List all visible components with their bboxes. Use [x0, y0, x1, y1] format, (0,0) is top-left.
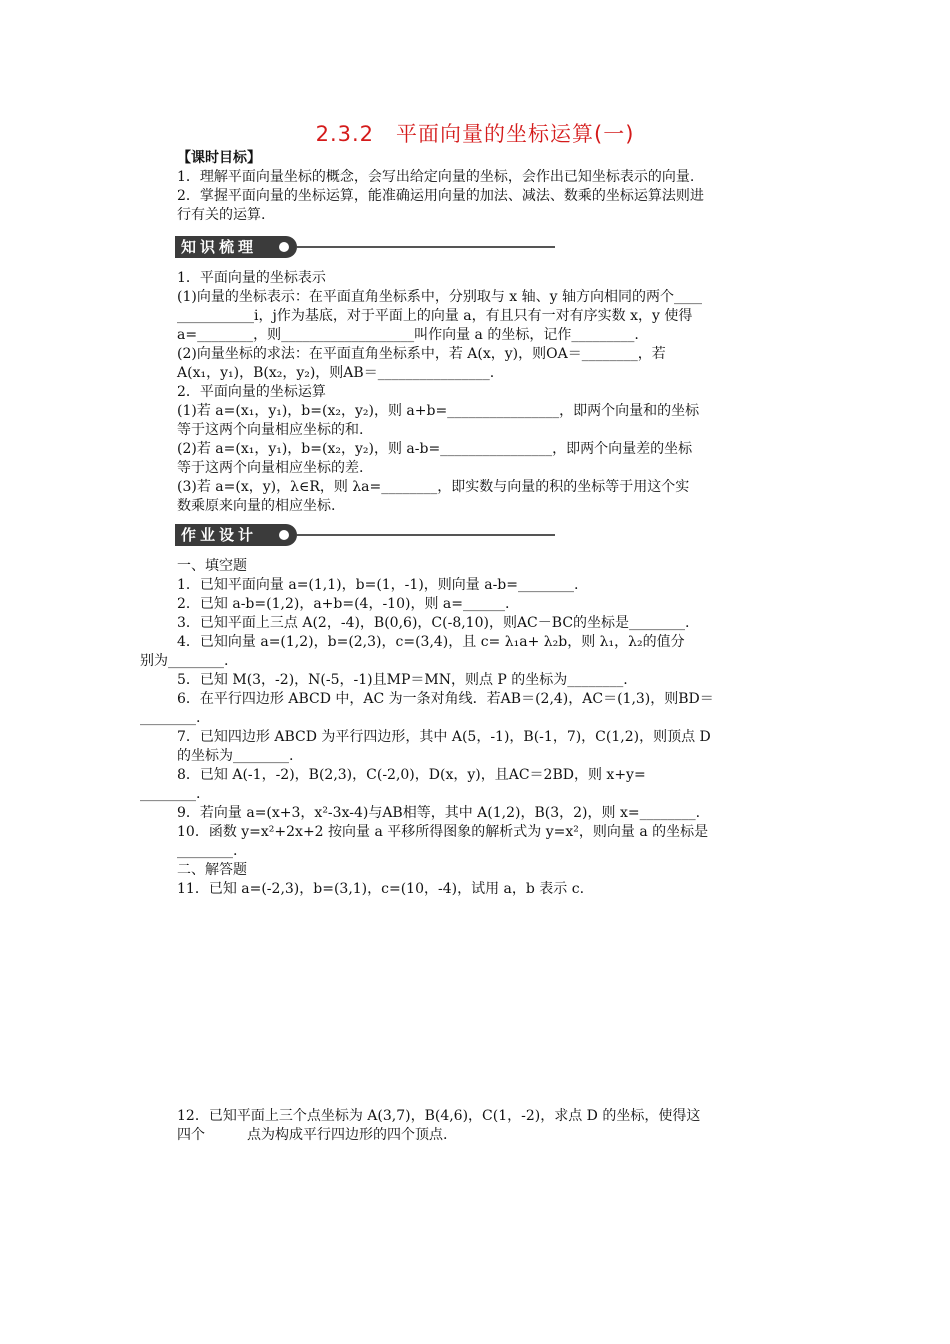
text-line: a=________，则___________________叫作向量 a 的坐标，记作_________.	[177, 327, 639, 343]
question-line: 1．已知平面向量 a=(1,1)，b=(1，-1)，则向量 a-b=________.	[177, 577, 579, 593]
goal-line: 2．掌握平面向量的坐标运算，能准确运用向量的加法、减法、数乘的坐标运算法则进	[177, 188, 704, 204]
question-12-line: 四个 点为构成平行四边形的四个顶点.	[177, 1127, 448, 1143]
text-line: 1．平面向量的坐标表示	[177, 270, 326, 286]
question-line: 5．已知 M(3，-2)，N(-5，-1)且MP＝MN，则点 P 的坐标为________.	[177, 672, 628, 688]
goal-line: 1．理解平面向量坐标的概念，会写出给定向量的坐标，会作出已知坐标表示的向量.	[177, 169, 695, 185]
question-line: ________.	[177, 843, 238, 859]
question-line: ________.	[140, 710, 201, 726]
banner-rule	[297, 534, 555, 536]
text-line: (1)向量的坐标表示：在平面直角坐标系中，分别取与 x 轴、y 轴方向相同的两个____	[177, 289, 702, 305]
bullet-dot-icon	[279, 530, 289, 540]
bullet-dot-icon	[279, 242, 289, 252]
text-line: (2)向量坐标的求法：在平面直角坐标系中，若 A(x，y)，则OA＝________，若	[177, 346, 666, 362]
question-line: 8．已知 A(-1，-2)，B(2,3)，C(-2,0)，D(x，y)，且AC＝2BD，则 x+y=	[177, 767, 646, 783]
text-line: A(x₁，y₁)，B(x₂，y₂)，则AB＝________________.	[177, 365, 495, 381]
question-line: 3．已知平面上三点 A(2，-4)，B(0,6)，C(-8,10)，则AC－BC的坐标是________.	[177, 615, 690, 631]
question-line: 6．在平行四边形 ABCD 中，AC 为一条对角线．若AB＝(2,4)，AC＝(1,3)，则BD＝	[177, 691, 714, 707]
text-line: 等于这两个向量相应坐标的差.	[177, 460, 364, 476]
text-line: 等于这两个向量相应坐标的和.	[177, 422, 364, 438]
text-line: (3)若 a=(x，y)，λ∈R，则 λa=________，即实数与向量的积的坐标等于用这个实	[177, 479, 690, 495]
goal-line: 行有关的运算.	[177, 207, 266, 223]
question-line: 9．若向量 a=(x+3，x²-3x-4)与AB相等，其中 A(1,2)，B(3，2)，则 x=________.	[177, 805, 701, 821]
question-12-line: 12．已知平面上三个点坐标为 A(3,7)，B(4,6)，C(1，-2)，求点 D 的坐标，使得这	[177, 1108, 701, 1124]
question-line: ________.	[140, 786, 201, 802]
question-line: 的坐标为________.	[177, 748, 294, 764]
question-11: 11．已知 a=(-2,3)，b=(3,1)，c=(10，-4)，试用 a，b 表示 c.	[177, 881, 585, 897]
text-line: (1)若 a=(x₁，y₁)，b=(x₂，y₂)，则 a+b=________________，即两个向量和的坐标	[177, 403, 700, 419]
answer-heading: 二、解答题	[177, 862, 247, 878]
banner-rule	[297, 246, 555, 248]
banner-label: 知识梳理	[175, 236, 297, 258]
page-title: 2.3.2 平面向量的坐标运算(一)	[315, 122, 635, 146]
goals-heading: 【课时目标】	[177, 150, 261, 166]
question-line: 10．函数 y=x²+2x+2 按向量 a 平移所得图象的解析式为 y=x²，则向量 a 的坐标是	[177, 824, 709, 840]
banner-label: 作业设计	[175, 524, 297, 546]
section-banner-homework	[175, 524, 555, 546]
text-line: (2)若 a=(x₁，y₁)，b=(x₂，y₂)，则 a-b=________________，即两个向量差的坐标	[177, 441, 693, 457]
text-line: 数乘原来向量的相应坐标.	[177, 498, 336, 514]
question-line: 别为________.	[140, 653, 229, 669]
question-line: 7．已知四边形 ABCD 为平行四边形，其中 A(5，-1)，B(-1，7)，C(1,2)，则顶点 D	[177, 729, 711, 745]
text-line: 2．平面向量的坐标运算	[177, 384, 326, 400]
section-banner-knowledge	[175, 236, 555, 258]
question-line: 2．已知 a-b=(1,2)，a+b=(4，-10)，则 a=______.	[177, 596, 510, 612]
text-line: ___________i，j作为基底，对于平面上的向量 a，有且只有一对有序实数 x，y 使得	[177, 308, 693, 324]
question-line: 4．已知向量 a=(1,2)，b=(2,3)，c=(3,4)，且 c= λ₁a+ λ₂b，则 λ₁，λ₂的值分	[177, 634, 685, 650]
fill-blank-heading: 一、填空题	[177, 558, 247, 574]
